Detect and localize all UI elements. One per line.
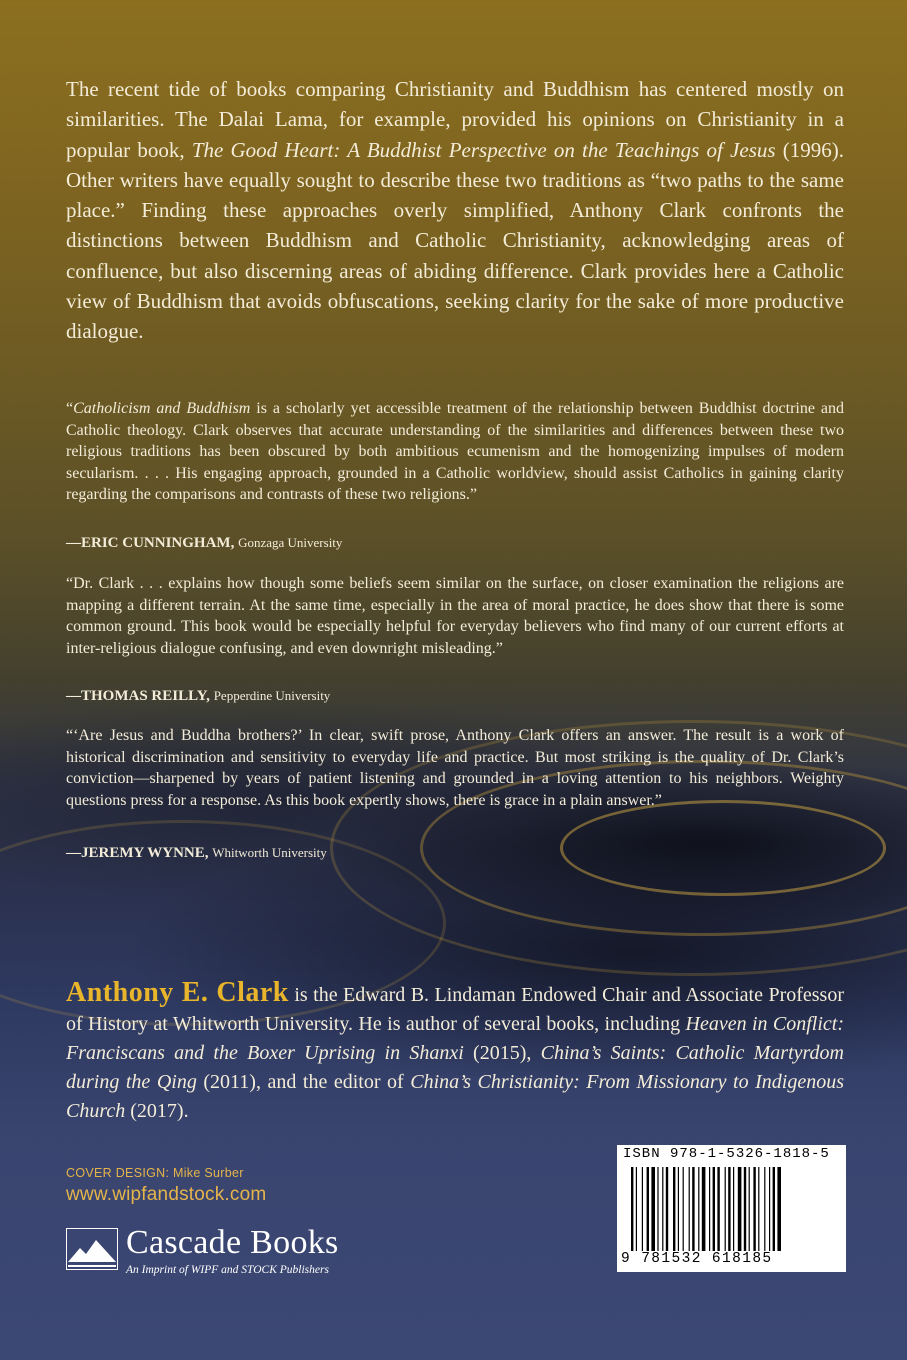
endorser-affiliation: Gonzaga University <box>238 535 343 550</box>
endorsement-quote <box>66 725 844 811</box>
barcode-bar <box>749 1167 750 1251</box>
water-ripple <box>560 800 886 896</box>
endorsement-quote <box>66 398 844 506</box>
barcode-bar <box>678 1167 679 1251</box>
barcode-bar <box>657 1167 658 1251</box>
barcode-bar <box>769 1167 770 1251</box>
barcode-bar <box>642 1167 643 1251</box>
barcode-bar <box>725 1167 726 1251</box>
endorser-name: —THOMAS REILLY, <box>66 688 210 704</box>
author-name: Anthony E. Clark <box>66 977 289 1008</box>
barcode-bar <box>673 1167 675 1251</box>
barcode-bar <box>733 1167 734 1251</box>
barcode-bar <box>698 1167 699 1251</box>
endorsement-attribution <box>66 688 330 705</box>
endorser-affiliation: Pepperdine University <box>213 688 331 703</box>
barcode-bar <box>713 1167 715 1251</box>
barcode-bar <box>689 1167 690 1251</box>
barcode-bar <box>709 1167 710 1251</box>
publisher-logo <box>66 1224 386 1284</box>
endorsement-quote <box>66 573 844 659</box>
barcode-bar <box>728 1167 730 1251</box>
publisher-website: www.wipfandstock.com <box>66 1184 267 1205</box>
barcode-bar <box>777 1167 781 1251</box>
bio-book-title: China’s Saints: Catholic Martyrdom during the Qing <box>66 1042 844 1093</box>
description-text: (1996). Other writers have equally sought to describe these two traditions as “two paths to the same place.” Finding these approaches overly simplified, Anthony Clark confronts the distinctions between Buddhism and Catholic Christianity, acknowledging areas of confluence, but also discerning areas of abiding difference. Clark provides here a Catholic view of Buddhism that avoids obfuscations, seeking clarity for the sake of more productive dialogue. <box>66 137 844 344</box>
endorsement-attribution <box>66 845 327 862</box>
bio-text: (2011), and the editor of <box>196 1071 411 1093</box>
barcode-bar <box>631 1167 633 1251</box>
author-bio <box>66 978 844 1126</box>
isbn-label: ISBN 978-1-5326-1818-5 <box>623 1146 830 1162</box>
quote-book-title: Catholicism and Buddhism <box>73 400 251 417</box>
endorser-name: —JEREMY WYNNE, <box>66 845 209 861</box>
bio-text: is the Edward B. Lindaman Endowed Chair and Associate Professor of History at Whitworth University. He is author of several books, including <box>66 984 844 1035</box>
quote-text: is a scholarly yet accessible treatment of the relationship between Buddhist doctrine and Catholic theology. Clark observes that accurate understanding of the similarities and differences between these two religious traditions has been obscured by both ambitious ecumenism and the homogenizing impulses of modern secularism. . . . His engaging approach, grounded in a Catholic worldview, should assist Catholics in gaining clarity regarding the comparisons and contrasts of these two religions.” <box>66 400 845 503</box>
barcode-bar <box>764 1167 765 1251</box>
mountain-logo-icon <box>66 1228 118 1270</box>
barcode-bar <box>662 1167 663 1251</box>
barcode-bar <box>738 1167 742 1251</box>
barcode-bar <box>666 1167 668 1251</box>
quote-text: “Dr. Clark . . . explains how though some beliefs seem similar on the surface, on closer examination the religions are mapping a different terrain. At the same time, especially in the area of moral practice, he does show that there is some common ground. This book would be especially helpful for everyday believers who find many of our current efforts at inter-religious dialogue confusing, and even downright misleading.” <box>66 575 844 657</box>
barcode-bar <box>651 1167 655 1251</box>
endorser-name: —ERIC CUNNINGHAM, <box>66 535 235 551</box>
barcode-bar <box>647 1167 649 1251</box>
barcode-bar <box>717 1167 719 1251</box>
bio-text: (2015), <box>463 1042 541 1064</box>
quote-open: “ <box>66 400 74 417</box>
description-text: The recent tide of books comparing Christianity and Buddhism has centered mostly on similarities. The Dalai Lama, for example, provided his opinions on Christianity in a popular book, <box>66 77 844 162</box>
barcode-digits: 9 781532 618185 <box>621 1251 773 1267</box>
barcode-bar <box>773 1167 775 1251</box>
isbn-barcode <box>617 1145 846 1272</box>
cover-design-credit: COVER DESIGN: Mike Surber <box>66 1166 244 1180</box>
barcode-bar <box>758 1167 759 1251</box>
endorser-affiliation: Whitworth University <box>212 845 327 860</box>
referenced-book-title: The Good Heart: A Buddhist Perspective on the Teachings of Jesus <box>191 137 776 162</box>
bio-text: (2017). <box>125 1100 189 1122</box>
barcode-bar <box>744 1167 746 1251</box>
book-description <box>66 74 844 347</box>
barcode-bar <box>692 1167 694 1251</box>
barcode-bar <box>702 1167 706 1251</box>
barcode-bar <box>683 1167 684 1251</box>
barcode-bar <box>753 1167 755 1251</box>
publisher-subtitle: An Imprint of WIPF and STOCK Publishers <box>126 1264 329 1276</box>
barcode-bars <box>631 1167 833 1251</box>
publisher-name: Cascade Books <box>126 1224 339 1261</box>
quote-text: “‘Are Jesus and Buddha brothers?’ In clear, swift prose, Anthony Clark offers an answer. The result is a work of historical discrimination and sensitivity to everyday life and practice. But most striking is the quality of Dr. Clark’s conviction—sharpened by years of patient listening and grounded in a loving attention to his neighbors. Weighty questions press for a response. As this book expertly shows, there is grace in a plain answer.” <box>66 727 844 809</box>
bio-book-title: China’s Christianity: From Missionary to Indigenous Church <box>66 1071 845 1122</box>
endorsement-attribution <box>66 535 342 552</box>
barcode-bar <box>636 1167 637 1251</box>
bio-book-title: Heaven in Conflict: Franciscans and the Boxer Uprising in Shanxi <box>66 1013 844 1064</box>
